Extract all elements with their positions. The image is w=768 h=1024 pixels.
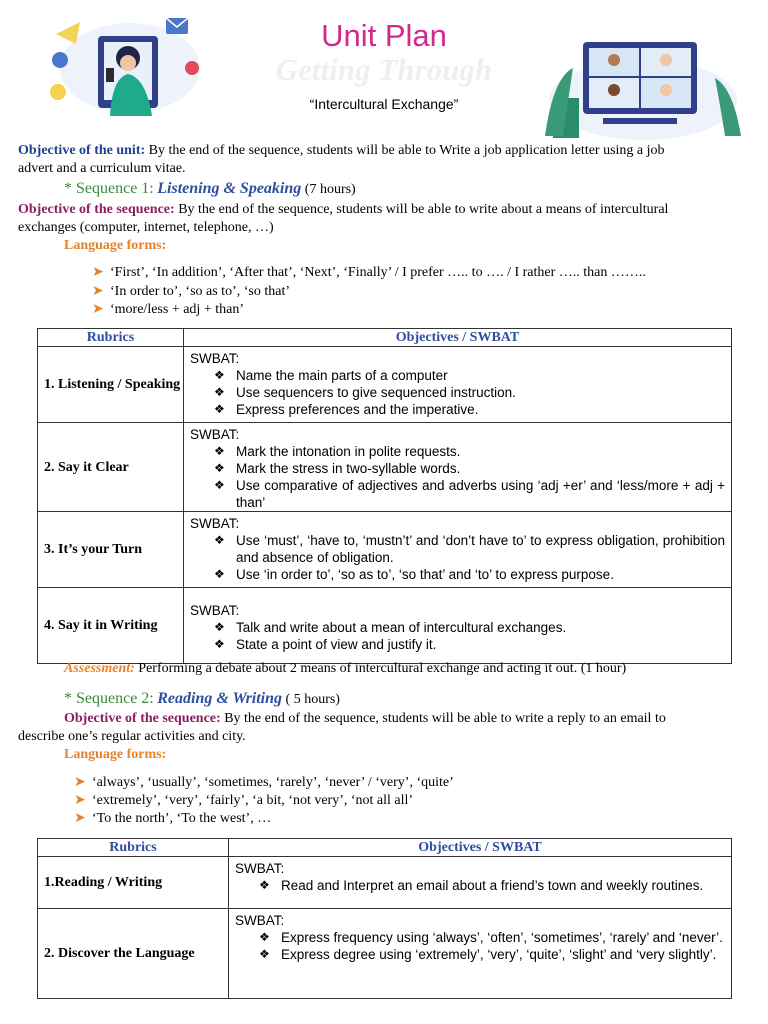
rubric-cell: 1.Reading / Writing	[38, 857, 229, 909]
sequence2-objective-line1: By the end of the sequence, students will be able to write a reply to an email to	[224, 711, 666, 726]
unit-objective-label: Objective of the unit:	[18, 143, 146, 158]
list-item: ❖ Mark the intonation in polite requests.	[214, 444, 461, 459]
arrow-bullet-icon: ➤	[74, 811, 86, 826]
swbat-label: SWBAT:	[190, 351, 240, 366]
objectives-cell	[184, 512, 732, 588]
diamond-bullet-icon: ❖	[214, 461, 225, 475]
list-item: ❖ Mark the stress in two-syllable words.	[214, 461, 461, 476]
objectives-cell	[184, 423, 732, 512]
diamond-bullet-icon: ❖	[259, 878, 270, 892]
sequence1-rubrics-table	[37, 328, 732, 664]
table-row	[38, 588, 732, 664]
sequence2-language-forms-label: Language forms:	[64, 747, 167, 762]
sequence1-objective	[18, 201, 668, 219]
table-row	[38, 512, 732, 588]
list-item: ❖ State a point of view and justify it.	[214, 636, 437, 652]
rubrics-header: Rubrics	[38, 839, 229, 857]
sequence1-objective-line2: exchanges (computer, internet, telephone, …)	[18, 220, 274, 235]
diamond-bullet-icon: ❖	[214, 636, 225, 651]
sequence1-objective-label: Objective of the sequence:	[18, 202, 175, 217]
objectives-cell	[229, 909, 732, 999]
diamond-bullet-icon: ❖	[214, 619, 225, 634]
table-row	[38, 857, 732, 909]
table-header-row	[38, 329, 732, 347]
swbat-label: SWBAT:	[190, 427, 240, 442]
sequence2-star: * Sequence 2:	[64, 690, 154, 707]
sequence1-star: * Sequence 1:	[64, 180, 154, 197]
diamond-bullet-icon: ❖	[214, 478, 225, 492]
table-row	[38, 423, 732, 512]
arrow-bullet-icon: ➤	[92, 302, 104, 317]
table-row	[38, 347, 732, 423]
rubric-cell: 3. It’s your Turn	[38, 512, 184, 588]
list-item: ➤ ‘To the north’, ‘To the west’, …	[74, 811, 272, 826]
list-item: ➤ ‘extremely’, ‘very’, ‘fairly’, ‘a bit, ‘not very’, ‘not all all’	[74, 793, 414, 808]
objectives-cell	[229, 857, 732, 909]
list-item: ❖ Express degree using ‘extremely’, ‘very’, ‘quite’, ‘slight’ and ‘very slightly’.	[259, 947, 717, 962]
arrow-bullet-icon: ➤	[92, 284, 104, 299]
diamond-bullet-icon: ❖	[259, 930, 270, 944]
rubric-cell: 2. Say it Clear	[38, 423, 184, 512]
sequence2-objective	[64, 710, 666, 728]
sequence1-language-forms-label: Language forms:	[64, 238, 167, 253]
sequence1-name: Listening & Speaking	[157, 180, 302, 197]
unit-objective-text-line1: By the end of the sequence, students will be able to Write a job application letter using a job	[148, 143, 665, 158]
list-item: ❖ Use sequencers to give sequenced instruction.	[214, 385, 516, 400]
objectives-cell	[184, 347, 732, 423]
document-header	[0, 0, 768, 145]
swbat-label: SWBAT:	[235, 861, 285, 876]
sequence1-assessment	[64, 660, 626, 678]
sequence2-name: Reading & Writing	[157, 690, 283, 707]
table-row	[38, 909, 732, 999]
page-title: Unit Plan	[321, 18, 447, 53]
arrow-bullet-icon: ➤	[74, 775, 86, 790]
list-item: ❖ Read and Interpret an email about a friend’s town and weekly routines.	[259, 878, 704, 893]
list-item: ❖ Name the main parts of a computer	[214, 368, 448, 383]
diamond-bullet-icon: ❖	[214, 385, 225, 399]
rubric-cell: 2. Discover the Language	[38, 909, 229, 999]
list-item: ❖ Use comparative of adjectives and adverbs using ‘adj +er’ and ‘less/more + adj + than’	[214, 478, 725, 510]
sequence1-heading	[64, 180, 356, 199]
assessment-label: Assessment:	[64, 661, 135, 676]
sequence2-heading	[64, 690, 340, 709]
objectives-header: Objectives / SWBAT	[229, 839, 732, 857]
unit-objective	[18, 142, 665, 160]
unit-objective-line2: advert and a curriculum vitae.	[18, 161, 186, 176]
diamond-bullet-icon: ❖	[214, 533, 225, 547]
rubrics-header: Rubrics	[38, 329, 184, 347]
list-item: ❖ Use ‘in order to’, ‘so as to’, ‘so that’ and ‘to’ to express purpose.	[214, 567, 614, 582]
unit-subtitle: “Intercultural Exchange”	[309, 96, 459, 112]
sequence2-hours: ( 5 hours)	[285, 692, 340, 707]
swbat-label: SWBAT:	[235, 913, 285, 928]
diamond-bullet-icon: ❖	[214, 567, 225, 581]
diamond-bullet-icon: ❖	[214, 402, 225, 416]
sequence1-objective-line1: By the end of the sequence, students will be able to write about a means of intercultural	[178, 202, 669, 217]
rubric-cell: 1. Listening / Speaking	[38, 347, 184, 423]
list-item: ➤ ‘In order to’, ‘so as to’, ‘so that’	[92, 284, 291, 299]
list-item: ❖ Express preferences and the imperative.	[214, 402, 479, 417]
list-item: ➤ ‘more/less + adj + than’	[92, 302, 244, 317]
sequence1-hours: (7 hours)	[304, 182, 356, 197]
list-item: ➤ ‘always’, ‘usually’, ‘sometimes, ‘rarely’, ‘never’ / ‘very’, ‘quite’	[74, 775, 454, 790]
list-item: ❖ Talk and write about a mean of intercultural exchanges.	[214, 619, 567, 635]
watermark-text: Getting Through	[275, 52, 493, 87]
objectives-cell	[184, 588, 732, 664]
table-header-row	[38, 839, 732, 857]
arrow-bullet-icon: ➤	[74, 793, 86, 808]
list-item: ➤ ‘First’, ‘In addition’, ‘After that’, ‘Next’, ‘Finally’ / I prefer ….. to …. / I rather ….. than ……..	[92, 265, 646, 280]
objectives-header: Objectives / SWBAT	[184, 329, 732, 347]
diamond-bullet-icon: ❖	[259, 947, 270, 961]
arrow-bullet-icon: ➤	[92, 265, 104, 280]
list-item: ❖ Express frequency using ‘always’, ‘often’, ‘sometimes’, ‘rarely’ and ‘never’.	[259, 930, 723, 945]
diamond-bullet-icon: ❖	[214, 444, 225, 458]
rubric-cell: 4. Say it in Writing	[38, 588, 184, 664]
sequence2-objective-line2: describe one’s regular activities and city.	[18, 729, 246, 744]
swbat-label: SWBAT:	[190, 516, 240, 531]
diamond-bullet-icon: ❖	[214, 368, 225, 382]
assessment-text: Performing a debate about 2 means of intercultural exchange and acting it out. (1 hour)	[138, 661, 627, 676]
swbat-label: SWBAT:	[190, 602, 240, 618]
video-conference-illustration-icon	[543, 38, 743, 142]
sequence2-rubrics-table	[37, 838, 732, 999]
sequence2-objective-label: Objective of the sequence:	[64, 711, 221, 726]
list-item: ❖ Use ‘must’, ‘have to, ‘mustn’t’ and ‘don’t have to’ to express obligation, prohibition and absence of obligation.	[214, 533, 725, 565]
